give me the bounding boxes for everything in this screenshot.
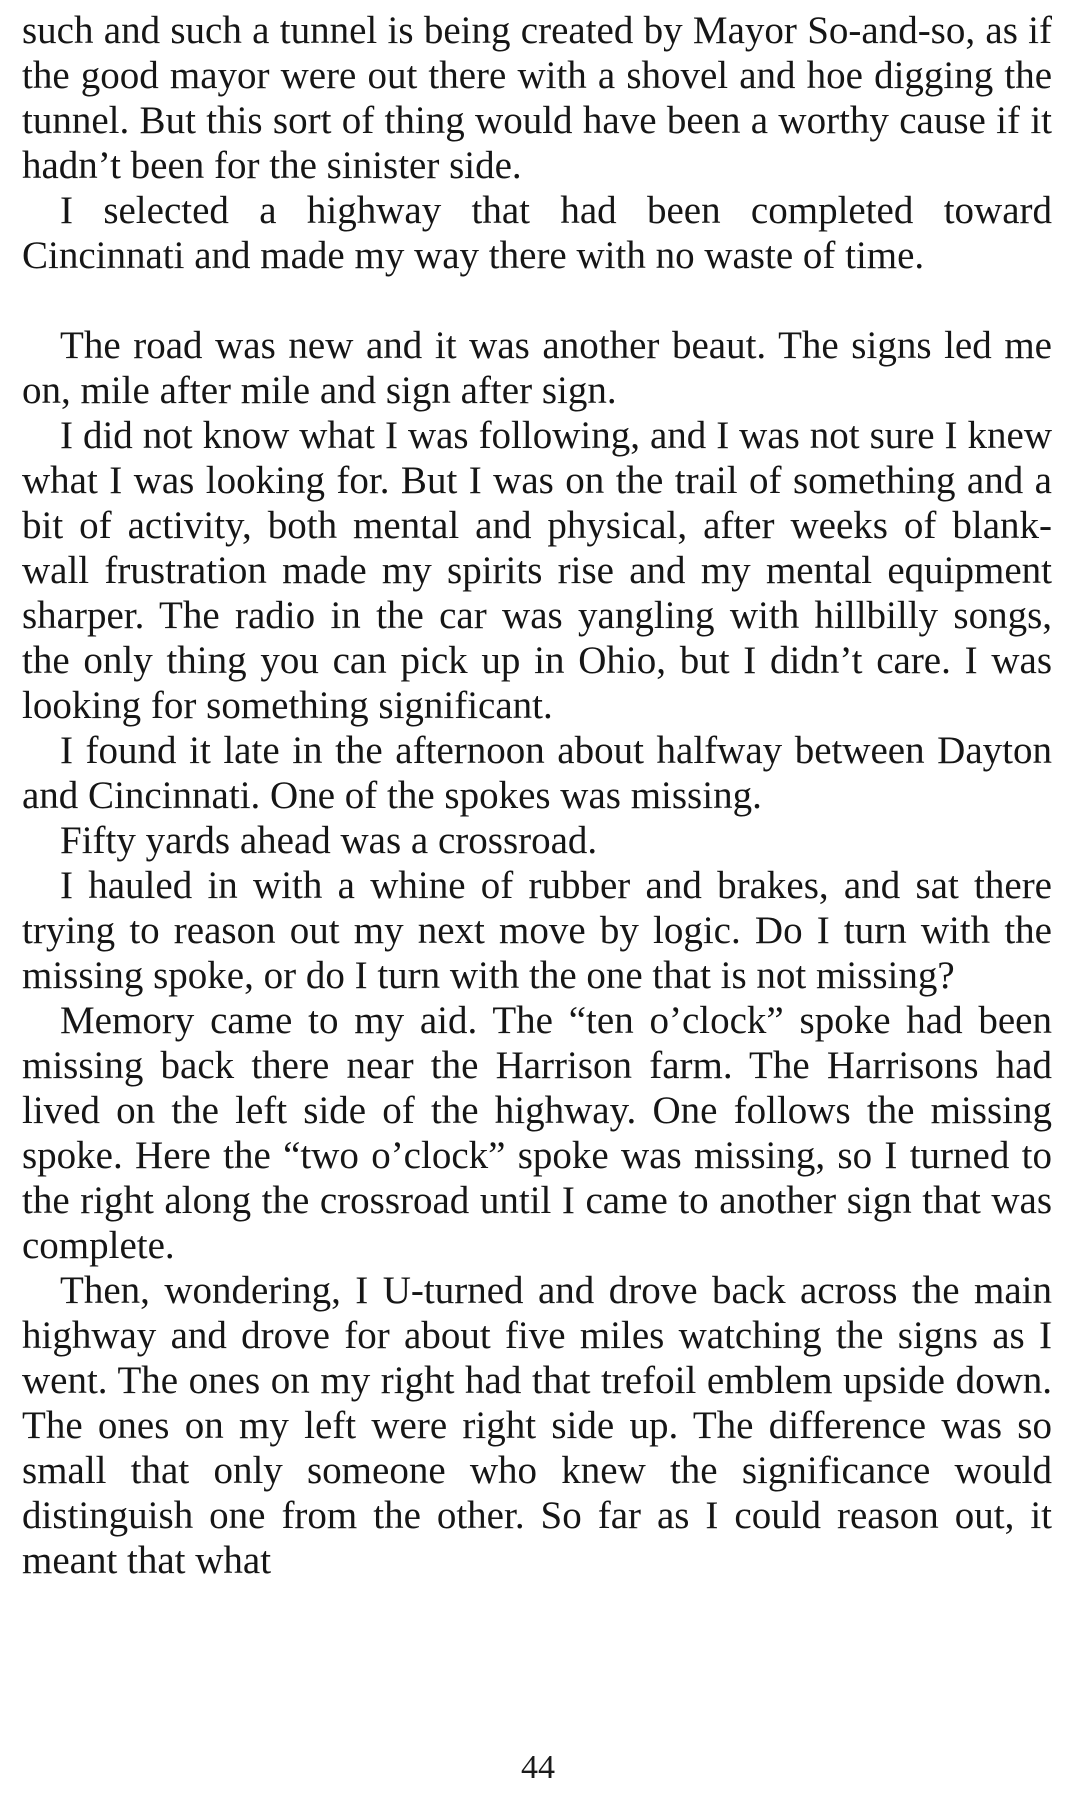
paragraph-9: Then, wondering, I U-turned and drove back across the main highway and drove for about five miles watching the signs as I went. The ones on my right had that trefoil emblem upside down. The ones on my left were right side up. The difference was so small that only someone who knew the significance would distinguish one from the other. So far as I could reason out, it meant that what (22, 1269, 1052, 1582)
paragraph-8: Memory came to my aid. The “ten o’clock” spoke had been missing back there near the Harrison farm. The Harrisons had lived on the left side of the highway. One follows the missing spoke. Here the “two o’clock” spoke was missing, so I turned to the right along the crossroad until I came to another sign that was complete. (22, 999, 1052, 1267)
paragraph-3: The road was new and it was another beaut. The signs led me on, mile after mile and sign after sign. (22, 324, 1052, 412)
paragraph-1: such and such a tunnel is being created by Mayor So-and-so, as if the good mayor were out there with a shovel and hoe digging the tunnel. But this sort of thing would have been a worthy cause if it hadn’t been for the sinister side. (22, 9, 1052, 187)
section-break (22, 278, 1052, 323)
paragraph-5: I found it late in the afternoon about halfway between Dayton and Cincinnati. One of the spokes was missing. (22, 729, 1052, 817)
paragraph-6: Fifty yards ahead was a crossroad. (60, 819, 598, 862)
paragraph-7: I hauled in with a whine of rubber and brakes, and sat there trying to reason out my next move by logic. Do I turn with the missing spoke, or do I turn with the one that is not missing? (22, 864, 1052, 997)
paragraph-4: I did not know what I was following, and I was not sure I knew what I was looking for. But I was on the trail of something and a bit of activity, both mental and physical, after weeks of blank-wall frustration made my spirits rise and my mental equipment sharper. The radio in the car was yangling with hillbilly songs, the only thing you can pick up in Ohio, but I didn’t care. I was looking for something significant. (22, 414, 1052, 727)
page-number: 44 (521, 1749, 555, 1786)
book-page (22, 8, 1052, 1583)
paragraph-2: I selected a highway that had been completed toward Cincinnati and made my way there with no waste of time. (22, 189, 1052, 277)
